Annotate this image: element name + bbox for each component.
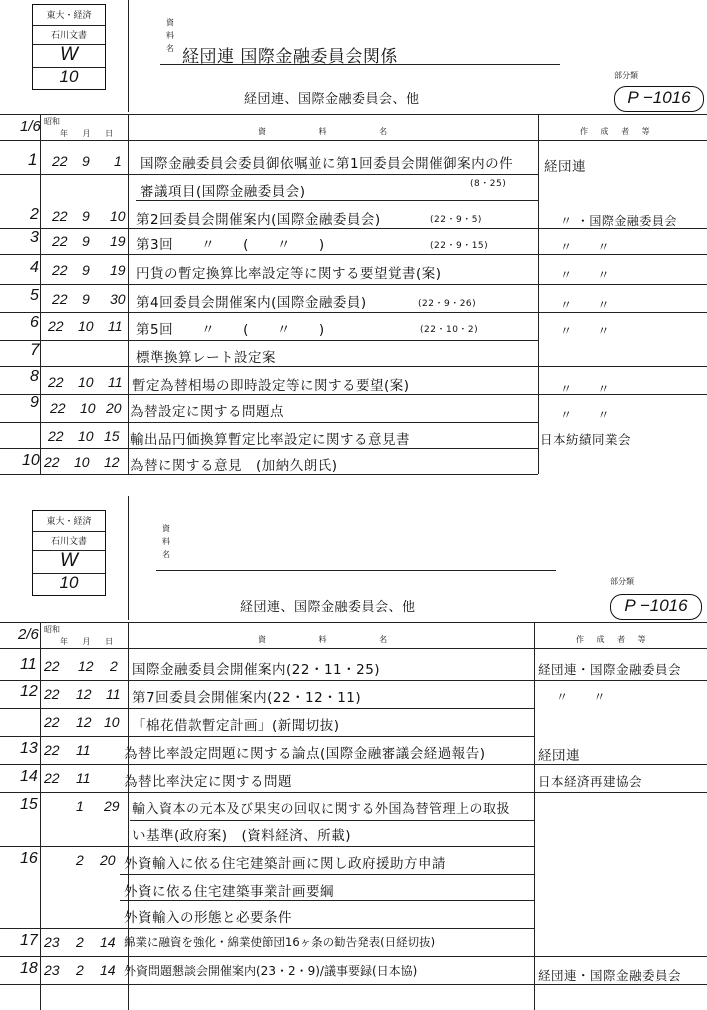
row-author: 〃 〃 [560,240,611,254]
row-note: (22・9・15) [430,241,489,251]
row-title: 輸入資本の元本及び果実の回収に関する外国為替管理上の取扱 [132,802,511,817]
row-author: 経団連 [538,748,580,764]
row-no: 4 [30,259,39,276]
row-author: 〃 ・国際金融委員会 [560,214,677,228]
row-title: 第5回 〃 ( 〃 ) [136,322,325,338]
stamp-number: 10 [59,573,79,592]
row-day: 10 [104,714,120,730]
row-month: 2 [76,934,84,950]
row-author: 経団連・国際金融委員会 [538,968,682,983]
row-month: 9 [82,262,90,278]
row-title: 外資問題懇談会開催案内(23・2・9)/議事要録(日本協) [124,964,418,978]
stamp-letter: W [60,550,78,571]
row-day: 11 [106,686,121,702]
shiryo-header: 資 料 名 [258,127,388,136]
stamp-letter: W [60,44,78,65]
row-day: 19 [110,262,126,278]
row-day: 11 [108,374,123,390]
row-year: 22 [52,233,68,249]
row-year: 22 [52,153,68,169]
row-day: 14 [100,934,116,950]
row-year: 22 [44,454,60,470]
row-title: 第3回 〃 ( 〃 ) [136,237,325,253]
row-note: (22・9・26) [418,299,477,309]
row-month: 9 [82,208,90,224]
row-title: 綿業に融資を強化・綿業使節団16ヶ条の勧告発表(日経切抜) [124,935,436,949]
row-year: 22 [52,291,68,307]
row-no: 9 [30,394,39,411]
row-month: 9 [82,291,90,307]
row-no: 13 [20,740,38,757]
row-year: 22 [52,208,68,224]
row-author: 日本紡績同業会 [540,432,632,447]
row-month: 2 [76,962,84,978]
row-no: 14 [20,768,38,785]
shiryo-header: 資 料 名 [258,635,388,644]
row-note: (22・9・5) [430,215,482,225]
row-month: 1 [76,798,84,814]
row-day: 10 [110,208,126,224]
bunrui-label: 部分類 [610,577,634,586]
row-year: 22 [50,400,66,416]
row-title: 外資輸入の形態と必要条件 [124,910,292,926]
row-no: 5 [30,287,39,304]
row-no: 11 [20,656,37,673]
stamp-number: 10 [59,67,79,86]
row-title: 輸出品円価換算暫定比率設定に関する意見書 [130,432,410,448]
author-header: 作 成 者 等 [580,127,650,136]
row-author: 日本経済再建協会 [538,774,643,789]
row-year: 22 [44,658,60,674]
row-year: 22 [44,686,60,702]
reference-code: P −1016 [610,594,702,620]
row-day: 1 [114,153,122,169]
row-no: 7 [30,340,40,359]
row-month: 12 [76,686,92,702]
row-day: 20 [100,852,116,868]
row-author: 〃 〃 [560,298,611,312]
row-no: 2 [30,206,39,223]
row-title: 第7回委員会開催案内(22・12・11) [132,690,362,706]
reference-code: P −1016 [614,86,704,112]
archive-stamp-2 [32,510,106,596]
row-title: 国際金融委員会委員御依嘱並に第1回委員会開催御案内の件 [140,156,514,172]
row-no: 18 [20,960,38,977]
row-title: 為替比率決定に関する問題 [124,774,292,790]
subtitle: 経団連、国際金融委員会、他 [240,600,416,615]
row-no: 10 [22,452,40,469]
row-no: 12 [20,683,38,700]
row-month: 9 [82,153,90,169]
row-month: 10 [74,454,90,470]
row-title: 第2回委員会開催案内(国際金融委員会) [136,212,381,228]
row-month: 10 [80,400,96,416]
row-month: 10 [78,374,94,390]
row-title: 標準換算レート設定案 [136,350,276,366]
row-month: 12 [76,714,92,730]
shiryo-label: 資料名 [162,524,170,559]
era-header: 昭和 [44,625,60,634]
row-year: 23 [44,934,60,950]
era-header: 昭和 [44,117,60,126]
row-title: い基準(政府案) (資料経済、所載) [132,828,352,844]
row-day: 15 [104,428,120,444]
row-month: 11 [76,742,91,758]
row-day: 11 [108,318,123,334]
row-no: 1 [28,150,38,169]
row-title: 為替比率設定問題に関する論点(国際金融審議会経過報告) [124,746,486,762]
stamp-name: 石川文書 [50,537,87,547]
author-header: 作 成 者 等 [576,635,646,644]
row-author: 経団連・国際金融委員会 [538,662,682,677]
row-year: 22 [48,428,64,444]
row-title: 円貨の暫定換算比率設定等に関する要望覚書(案) [136,266,442,282]
row-day: 30 [110,291,126,307]
row-year: 22 [44,714,60,730]
row-year: 22 [52,262,68,278]
row-day: 2 [110,658,118,674]
row-title: 外資輸入に依る住宅建築計画に関し政府援助方申請 [124,856,446,872]
stamp-org: 東大・経済 [46,11,92,21]
row-author: 〃 〃 [560,268,611,282]
row-author: 〃 〃 [560,324,611,338]
row-year: 22 [48,374,64,390]
date-header: 年 月 日 [60,637,114,646]
shiryo-label: 資料名 [166,18,174,53]
row-year: 22 [44,742,60,758]
row-no: 15 [20,796,38,813]
row-author: 〃 〃 [560,408,611,422]
row-title: 為替に関する意見 (加納久朗氏) [130,458,338,474]
date-header: 年 月 日 [60,129,114,138]
row-title: 為替設定に関する問題点 [130,404,284,420]
row-title: 国際金融委員会開催案内(22・11・25) [132,662,381,678]
stamp-name: 石川文書 [50,31,87,41]
bunrui-label: 部分類 [614,71,638,80]
row-title: 第4回委員会開催案内(国際金融委員) [136,295,367,311]
row-month: 9 [82,233,90,249]
row-month: 11 [76,770,91,786]
row-year: 22 [44,770,60,786]
row-author: 〃 〃 [556,690,607,704]
row-no: 6 [30,314,39,331]
row-no: 16 [20,850,38,867]
subtitle: 経団連、国際金融委員会、他 [244,92,420,107]
row-year: 23 [44,962,60,978]
row-title: 「棉花借款暫定計画」(新聞切抜) [132,718,340,734]
row-title: 外資に依る住宅建築事業計画要綱 [124,884,334,900]
row-day: 29 [104,798,120,814]
row-no: 8 [30,368,39,385]
row-day: 20 [106,400,122,416]
row-month: 10 [78,318,94,334]
row-day: 19 [110,233,126,249]
row-author: 経団連 [544,159,586,175]
page-number: 2/6 [18,626,39,643]
row-title: 暫定為替相場の即時設定等に関する要望(案) [132,378,410,394]
stamp-org: 東大・経済 [46,517,92,527]
row-month: 12 [78,658,94,674]
row-month: 2 [76,852,84,868]
row-day: 14 [100,962,116,978]
row-year: 22 [48,318,64,334]
row-title: 審議項目(国際金融委員会) [140,184,306,200]
document-title: 経団連 国際金融委員会関係 [182,47,398,67]
page-number: 1/6 [20,118,41,135]
row-no: 3 [30,229,39,246]
row-day: 12 [104,454,120,470]
row-author: 〃 〃 [560,382,611,396]
archive-stamp-1 [32,4,106,90]
row-month: 10 [78,428,94,444]
row-note: (22・10・2) [420,325,479,335]
row-no: 17 [20,932,38,949]
row-note: (8・25) [470,179,507,189]
